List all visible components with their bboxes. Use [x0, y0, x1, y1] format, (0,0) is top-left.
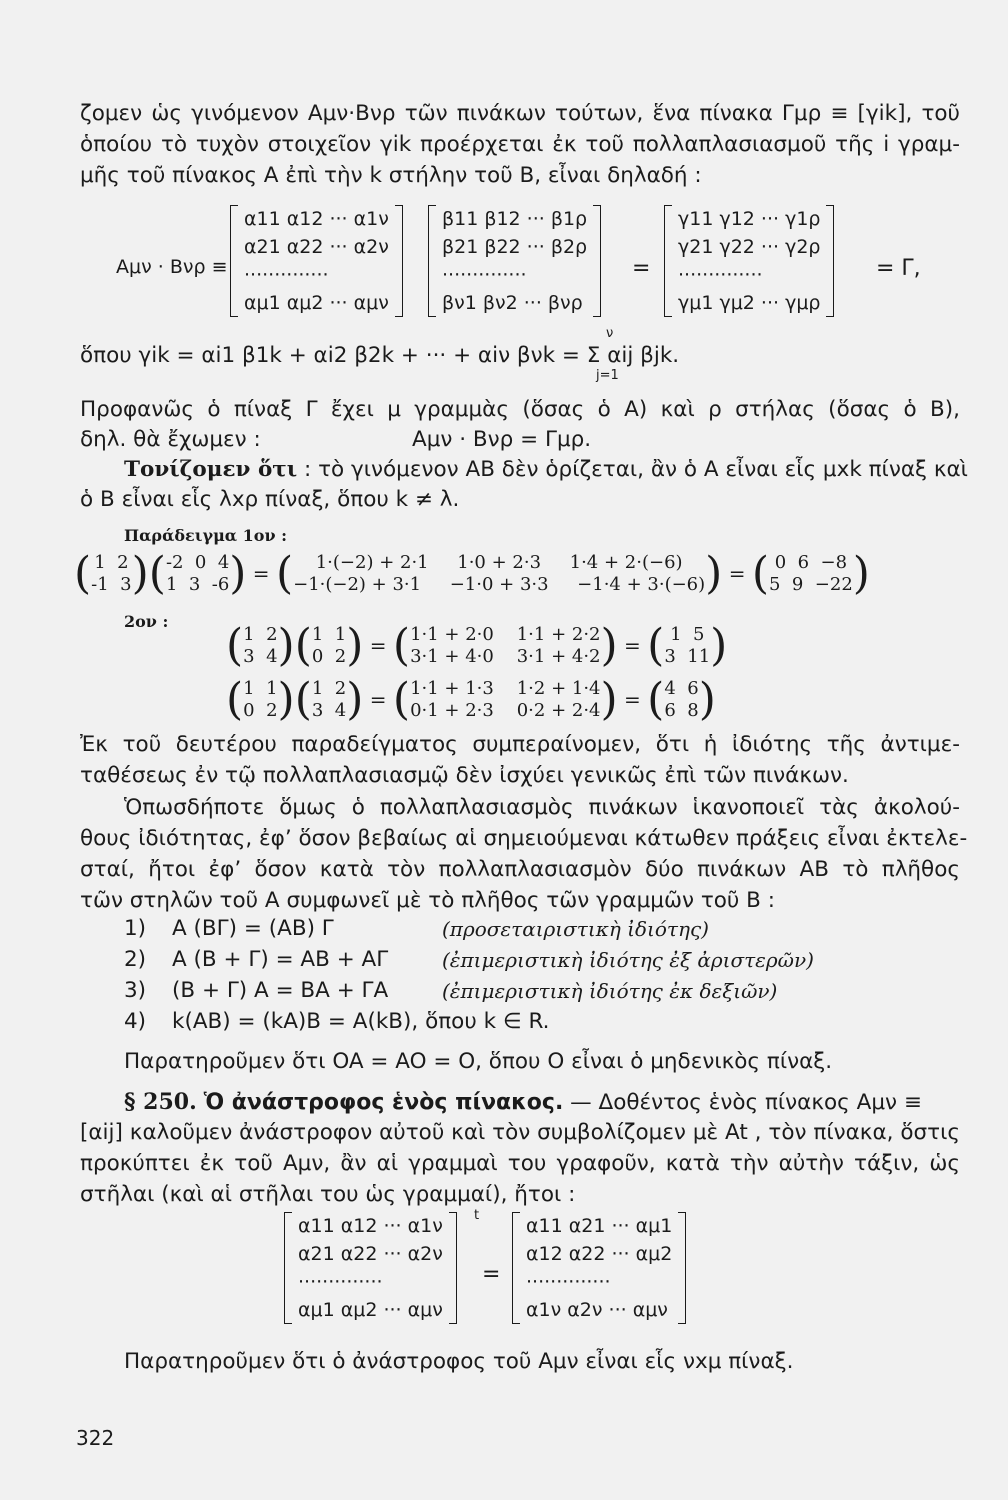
paren-matrix: [751, 548, 870, 599]
matrix-row: [524, 1212, 674, 1240]
paren-matrix-row: 5 9 −22: [769, 573, 853, 595]
paren-matrix: [392, 674, 618, 725]
paren-matrix-row: 0·1 + 2·3 0·2 + 2·4: [410, 699, 601, 721]
property-formula: (B + Γ) A = BA + ΓA: [172, 978, 389, 1003]
paragraph-line: σταί, ἤτοι ἐφ’ ὅσον κατὰ τὸν πολλαπλασιασμὸν δύο πινάκων AB τὸ πλῆθος: [80, 857, 960, 882]
matrix-a-entry: α21 α22 ··· α2ν: [244, 236, 389, 258]
example-1-title: Παράδειγμα 1ον :: [124, 526, 288, 545]
right-bracket: [826, 205, 834, 317]
matrix-row: [296, 1268, 445, 1296]
paren-matrix-row: 3 4: [243, 645, 278, 667]
paren-matrix-row: 1·1 + 1·3 1·2 + 1·4: [410, 677, 601, 699]
left-paren: (: [392, 620, 411, 671]
left-bracket: [664, 205, 672, 317]
matrix-a-transposed-rhs: [512, 1212, 686, 1324]
property-formula: A (B + Γ) = AB + AΓ: [172, 947, 389, 972]
section-intro: — Δοθέντος ἑνὸς πίνακος Aμν ≡: [570, 1090, 922, 1115]
property-description: (ἐπιμεριστικὴ ἰδιότης ἐκ δεξιῶν): [442, 979, 778, 1003]
paren-matrix-row: 3 4: [311, 699, 347, 721]
property-number: 2): [124, 947, 147, 972]
paren-matrix-body: [243, 624, 277, 668]
left-paren: (: [647, 674, 665, 725]
left-paren: (: [294, 620, 312, 671]
paren-matrix-row: 1 2: [94, 551, 129, 573]
matrix-row: [296, 1212, 445, 1240]
right-paren: ): [131, 548, 149, 599]
right-paren: ): [346, 620, 364, 671]
property-description: (προσεταιριστικὴ ἰδιότης): [442, 917, 709, 941]
paren-matrix: [647, 674, 716, 725]
paren-matrix-body: [312, 678, 346, 722]
paren-matrix-row: 1 3 -6: [165, 573, 230, 595]
paragraph-line: Προφανῶς ὁ πίναξ Γ ἔχει μ γραμμὰς (ὅσας ὁ A) καὶ ρ στήλας (ὅσας ὁ B),: [80, 397, 960, 422]
paren-matrix: [226, 674, 295, 725]
right-paren: ): [346, 674, 364, 725]
right-bracket: [678, 1212, 686, 1324]
matrix-row: [242, 205, 391, 233]
paren-matrix: [647, 620, 728, 671]
section-heading-line: [124, 1088, 922, 1117]
right-bracket: [395, 205, 403, 317]
matrix-row: [440, 233, 589, 261]
equals-sign: =: [617, 687, 648, 712]
matrix-row: [524, 1240, 674, 1268]
matrix-row: [296, 1296, 445, 1324]
paragraph-line: στῆλαι (καὶ αἱ στῆλαι του ὡς γραμμαί), ἤτοι :: [80, 1182, 576, 1207]
matrix-row: [676, 233, 822, 261]
matrix-a-transposed-lhs: [284, 1212, 457, 1324]
paren-matrix-row: 1 1: [243, 677, 278, 699]
paragraph-line: προκύπτει ἐκ τοῦ Aμν, ἂν αἱ γραμμαὶ του γραφοῦν, κατὰ τὴν αὐτὴν τάξιν, ὡς: [80, 1151, 960, 1176]
equals-sign: =: [482, 1262, 501, 1287]
paragraph-line: τῶν στηλῶν τοῦ A συμφωνεῖ μὲ τὸ πλῆθος τῶν γραμμῶν τοῦ B :: [80, 888, 776, 913]
product-lhs: Aμν · Bνρ ≡: [116, 256, 228, 278]
right-bracket: [449, 1212, 457, 1324]
left-paren: (: [226, 674, 244, 725]
matrix-a-entry: αμ1 αμ2 ··· αμν: [244, 292, 389, 314]
matrix-t2-entry: ··············: [526, 1271, 611, 1293]
paren-matrix: [392, 620, 618, 671]
paren-matrix-body: [410, 624, 600, 668]
matrix-row: [440, 261, 589, 289]
paren-matrix-row: −1·(−2) + 3·1 −1·0 + 3·3 −1·4 + 3·(−6): [293, 573, 706, 595]
paragraph-line: [αij] καλοῦμεν ἀνάστροφον αὐτοῦ καὶ τὸν συμβολίζομεν μὲ At , τὸν πίνακα, ὅστις: [80, 1120, 960, 1145]
left-paren: (: [294, 674, 312, 725]
left-paren: (: [647, 620, 665, 671]
paren-matrix-row: 1 5: [670, 623, 705, 645]
matrix-b-entry: β11 β12 ··· β1ρ: [442, 208, 588, 230]
matrix-t1-entry: ··············: [298, 1271, 383, 1293]
matrix-a-table: [242, 205, 391, 317]
product-formula: ὅπου γik = αi1 β1k + αi2 β2k + ··· + αiν βνk = Σ αij βjk.: [80, 343, 680, 368]
example-2-title: 2ον :: [124, 612, 169, 631]
paren-matrix-row: 1·1 + 2·0 1·1 + 2·2: [410, 623, 601, 645]
paren-matrix-row: 0 2: [243, 699, 278, 721]
left-paren: (: [226, 620, 244, 671]
matrix-row: [676, 261, 822, 289]
matrix-t1-entry: αμ1 αμ2 ··· αμν: [298, 1299, 443, 1321]
paragraph-line: μῆς τοῦ πίνακος A ἐπὶ τὴν k στήλην τοῦ B, εἶναι δηλαδή :: [80, 163, 702, 188]
matrix-b-entry: ··············: [442, 264, 527, 286]
right-bracket: [593, 205, 601, 317]
matrix-gamma-entry: γ21 γ22 ··· γ2ρ: [678, 236, 821, 258]
sum-lower-limit: j=1: [596, 368, 619, 383]
paren-matrix-row: 3 11: [664, 645, 711, 667]
paren-matrix-row: -1 3: [91, 573, 132, 595]
property-description: (ἐπιμεριστικὴ ἰδιότης ἐξ ἀριστερῶν): [442, 948, 814, 972]
paren-matrix: [294, 620, 364, 671]
sum-upper-limit: ν: [606, 326, 614, 341]
paren-matrix: [226, 620, 295, 671]
property-number: 1): [124, 916, 147, 941]
matrix-row: [296, 1240, 445, 1268]
matrix-row: [440, 205, 589, 233]
paren-matrix-row: -2 0 4: [165, 551, 230, 573]
paragraph-line: ζομεν ὡς γινόμενον Aμν·Bνρ τῶν πινάκων τούτων, ἕνα πίνακα Γμρ ≡ [γik], τοῦ: [80, 101, 960, 126]
paren-matrix-row: 1 1: [311, 623, 347, 645]
matrix-row: [242, 289, 391, 317]
left-bracket: [428, 205, 436, 317]
property-formula: A (BΓ) = (AB) Γ: [172, 916, 334, 941]
property-formula: k(AB) = (kA)B = A(kB), ὅπου k ∈ R.: [172, 1009, 550, 1034]
paren-matrix-body: [312, 624, 346, 668]
left-paren: (: [275, 548, 294, 599]
matrix-a-entry: α11 α12 ··· α1ν: [244, 208, 389, 230]
matrix-row: [242, 233, 391, 261]
matrix-gamma: [664, 205, 834, 317]
paren-matrix-row: 1 2: [311, 677, 347, 699]
paragraph-line: ταθέσεως ἐν τῷ πολλαπλασιασμῷ δὲν ἰσχύει γενικῶς ἐπὶ τῶν πινάκων.: [80, 763, 849, 788]
matrix-row: [242, 261, 391, 289]
paren-matrix-row: 0 2: [311, 645, 347, 667]
equals-sign: =: [363, 633, 393, 658]
example-2b: [226, 674, 716, 725]
matrix-row: [676, 205, 822, 233]
paren-matrix-body: [166, 552, 229, 596]
equals-sign: =: [722, 561, 752, 586]
matrix-t1-table: [296, 1212, 445, 1324]
dimension-formula: Aμν · Bνρ = Γμρ.: [412, 427, 592, 452]
right-paren: ): [277, 674, 295, 725]
paragraph-line: Ἐκ τοῦ δευτέρου παραδείγματος συμπεραίνομεν, ὅτι ἡ ἰδιότης τῆς ἀντιμε-: [80, 732, 960, 757]
paragraph-line: ὁ B εἶναι εἷς λxρ πίναξ, ὅπου k ≠ λ.: [80, 487, 460, 512]
emphasis-line: [124, 456, 968, 484]
paragraph-line: θους ἰδιότητας, ἐφ’ ὅσον βεβαίως αἱ σημειούμεναι κάτωθεν πράξεις εἶναι ἐκτελε-: [80, 826, 968, 851]
matrix-b-table: [440, 205, 589, 317]
matrix-t1-entry: α11 α12 ··· α1ν: [298, 1215, 443, 1237]
matrix-row: [524, 1268, 674, 1296]
equals-sign: =: [617, 633, 648, 658]
paragraph-line: ὁποίου τὸ τυχὸν στοιχεῖον γik προέρχεται ἐκ τοῦ πολλαπλασιασμοῦ τῆς i γραμ-: [80, 132, 960, 157]
paragraph-line: Παρατηροῦμεν ὅτι OA = AO = O, ὅπου O εἶναι ὁ μηδενικὸς πίναξ.: [124, 1049, 833, 1074]
matrix-t2-entry: α11 α21 ··· αμ1: [526, 1215, 673, 1237]
paren-matrix-row: 4 6: [664, 677, 699, 699]
equals-sign: =: [363, 687, 393, 712]
paren-matrix-body: [769, 552, 853, 596]
matrix-b-entry: β21 β22 ··· β2ρ: [442, 236, 588, 258]
paren-matrix-row: 3·1 + 4·0 3·1 + 4·2: [410, 645, 601, 667]
emphasis-bold: Τονίζομεν ὅτι: [124, 457, 298, 482]
paragraph-line: Ὁπωσδήποτε ὅμως ὁ πολλαπλασιασμὸς πινάκων ἱκανοποιεῖ τὰς ἀκολού-: [124, 795, 960, 820]
matrix-t2-entry: α1ν α2ν ··· αμν: [526, 1299, 668, 1321]
paren-matrix-body: [293, 552, 705, 596]
matrix-a-entry: ··············: [244, 264, 329, 286]
left-bracket: [512, 1212, 520, 1324]
right-paren: ): [852, 548, 870, 599]
matrix-t1-entry: α21 α22 ··· α2ν: [298, 1243, 443, 1265]
right-paren: ): [600, 674, 618, 725]
paren-matrix-row: 1·(−2) + 2·1 1·0 + 2·3 1·4 + 2·(−6): [315, 551, 683, 573]
right-paren: ): [600, 620, 618, 671]
right-paren: ): [277, 620, 295, 671]
equals-gamma: = Γ,: [876, 256, 921, 281]
paren-matrix: [148, 548, 247, 599]
right-paren: ): [710, 620, 728, 671]
paren-matrix: [294, 674, 364, 725]
paragraph-line: δηλ. θὰ ἔχωμεν :: [80, 427, 261, 452]
matrix-t2-entry: α12 α22 ··· αμ2: [526, 1243, 673, 1265]
equals-sign: =: [246, 561, 276, 586]
matrix-gamma-entry: γμ1 γμ2 ··· γμρ: [678, 292, 821, 314]
section-number: § 250.: [124, 1089, 197, 1115]
right-paren: ): [698, 674, 716, 725]
equals-sign: =: [632, 256, 651, 281]
left-paren: (: [74, 548, 92, 599]
paragraph-line: Παρατηροῦμεν ὅτι ὁ ἀνάστροφος τοῦ Aμν εἶναι εἷς νxμ πίναξ.: [124, 1349, 794, 1374]
section-title: Ὁ ἀνάστροφος ἑνὸς πίνακος.: [203, 1090, 564, 1115]
matrix-gamma-table: [676, 205, 822, 317]
emphasis-text: : τὸ γινόμενον AB δὲν ὁρίζεται, ἂν ὁ A εἶναι εἷς μxk πίναξ καὶ: [304, 457, 968, 482]
matrix-a: [230, 205, 403, 317]
matrix-t2-table: [524, 1212, 674, 1324]
paren-matrix-body: [410, 678, 600, 722]
paren-matrix-row: 6 8: [664, 699, 699, 721]
left-bracket: [284, 1212, 292, 1324]
paren-matrix: [275, 548, 723, 599]
right-paren: ): [705, 548, 723, 599]
matrix-row: [676, 289, 822, 317]
example-1: [74, 548, 870, 599]
paren-matrix-row: 0 6 −8: [774, 551, 848, 573]
paren-matrix: [74, 548, 149, 599]
left-paren: (: [148, 548, 166, 599]
paren-matrix-body: [91, 552, 131, 596]
paren-matrix-body: [243, 678, 277, 722]
matrix-b-entry: βν1 βν2 ··· βνρ: [442, 292, 583, 314]
matrix-row: [524, 1296, 674, 1324]
transpose-superscript: t: [474, 1208, 480, 1223]
matrix-b: [428, 205, 601, 317]
paren-matrix-body: [664, 678, 698, 722]
paren-matrix-body: [664, 624, 710, 668]
paren-matrix-row: 1 2: [243, 623, 278, 645]
property-number: 3): [124, 978, 147, 1003]
matrix-gamma-entry: γ11 γ12 ··· γ1ρ: [678, 208, 821, 230]
left-paren: (: [751, 548, 769, 599]
left-bracket: [230, 205, 238, 317]
matrix-row: [440, 289, 589, 317]
right-paren: ): [229, 548, 247, 599]
property-number: 4): [124, 1009, 147, 1034]
example-2a: [226, 620, 727, 671]
page-number: 322: [76, 1426, 115, 1450]
left-paren: (: [392, 674, 411, 725]
matrix-gamma-entry: ··············: [678, 264, 763, 286]
